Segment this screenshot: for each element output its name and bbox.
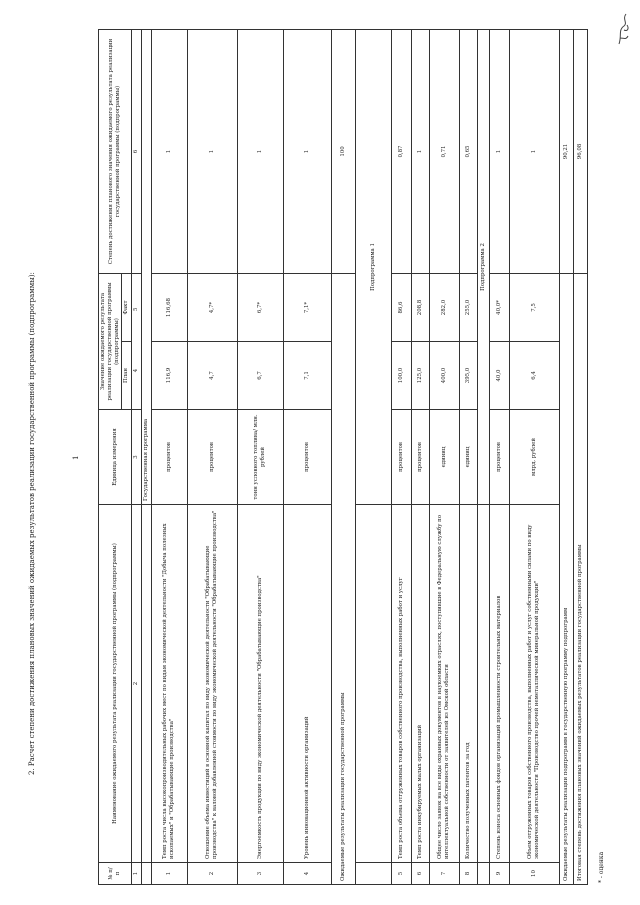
row-plan: 6,7 xyxy=(237,342,283,410)
row-plan: 395,0 xyxy=(459,342,477,410)
row-unit: единиц xyxy=(459,410,477,505)
row-num: 1 xyxy=(151,863,187,885)
header-plan: План xyxy=(122,342,132,410)
row-num: 6 xyxy=(411,863,429,885)
row-name: Отношение объема инвестиций в основной капитал по виду экономической деятельности "Обрабатывающие производства" к валовой добавленной стоимости по виду экономической деятельности "Обрабатывающие производства" xyxy=(187,505,237,863)
row-degree: 0,71 xyxy=(429,30,459,274)
row-degree: 1 xyxy=(283,30,331,274)
row-name: Темп роста инкубируемых малых организаций xyxy=(411,505,429,863)
row-name: Уровень инновационной активности организаций xyxy=(283,505,331,863)
header-fact: Факт xyxy=(122,274,132,342)
row-name: Темп роста числа высокопроизводительных рабочих мест по видам экономической деятельности "Добыча полезных ископаемых" и "Обрабатывающие производства" xyxy=(151,505,187,863)
row-degree: 1 xyxy=(509,30,559,274)
section-sp2-label: Подпрограмма 2 xyxy=(477,30,489,505)
row-degree: 1 xyxy=(411,30,429,274)
section-gp-label: Государственная программа xyxy=(141,30,151,505)
row-plan: 40,0 xyxy=(489,342,509,410)
summary-value: 96,08 xyxy=(573,30,587,274)
row-degree: 1 xyxy=(187,30,237,274)
row-fact: 7,5 xyxy=(509,274,559,342)
row-fact: 116,68 xyxy=(151,274,187,342)
column-number: 2 xyxy=(132,505,142,863)
row-fact: 4,7* xyxy=(187,274,237,342)
row-fact: 208,8 xyxy=(411,274,429,342)
row-degree: 1 xyxy=(151,30,187,274)
row-name: Энергоемкость продукции по виду экономической деятельности "Обрабатывающие производства" xyxy=(237,505,283,863)
column-number-fact: 5 xyxy=(133,307,139,311)
row-unit: процентов xyxy=(411,410,429,505)
row-plan: 100,0 xyxy=(391,342,411,410)
gp-total-row xyxy=(331,30,355,885)
row-plan: 125,0 xyxy=(411,342,429,410)
row-unit: процентов xyxy=(489,410,509,505)
summary-label: Итоговая степень достижения плановых значений ожидаемых результатов реализации государственной программы xyxy=(573,274,587,885)
header-name: Наименование ожидаемого результата реализации государственной программы (подпрограммы) xyxy=(99,505,132,863)
row-fact: 40,0* xyxy=(489,274,509,342)
row-num: 3 xyxy=(237,863,283,885)
row-num: 2 xyxy=(187,863,237,885)
table-row xyxy=(429,30,459,885)
row-name: Общее число заявок на все виды охранных документов в наукоемких отраслях, поступившие в Федеральную службу по интеллектуальной собственности от заявителей из Омской области xyxy=(429,505,459,863)
row-plan: 116,9 xyxy=(151,342,187,410)
row-name: Количество полученных патентов за год xyxy=(459,505,477,863)
row-degree: 1 xyxy=(237,30,283,274)
row-unit: процентов xyxy=(151,410,187,505)
row-plan: 400,0 xyxy=(429,342,459,410)
row-num: 7 xyxy=(429,863,459,885)
column-number: 6 xyxy=(132,30,142,274)
row-fact: 255,0 xyxy=(459,274,477,342)
row-fact: 7,1* xyxy=(283,274,331,342)
table-row xyxy=(489,30,509,885)
row-plan: 7,1 xyxy=(283,342,331,410)
row-num: 4 xyxy=(283,863,331,885)
row-unit: млрд. рублей xyxy=(509,410,559,505)
header-value-group: Значение ожидаемого результата реализации государственной программы (подпрограммы) xyxy=(99,274,122,410)
row-unit: процентов xyxy=(391,410,411,505)
section-sp1-label: Подпрограмма 1 xyxy=(355,30,391,505)
header-unit: Единица измерения xyxy=(99,410,132,505)
row-degree: 1 xyxy=(489,30,509,274)
row-fact: 86,6 xyxy=(391,274,411,342)
row-fact: 6,7* xyxy=(237,274,283,342)
row-unit: процентов xyxy=(187,410,237,505)
row-name: Степень износа основных фондов организаций промышленности строительных материалов xyxy=(489,505,509,863)
row-plan: 4,7 xyxy=(187,342,237,410)
row-num: 9 xyxy=(489,863,509,885)
column-number: 3 xyxy=(132,410,142,505)
gp-total-value: 100 xyxy=(331,30,355,274)
table-row xyxy=(151,30,187,885)
table-row xyxy=(459,30,477,885)
table-row xyxy=(411,30,429,885)
header-num: № п/п xyxy=(99,863,132,885)
footnote: * - оценка xyxy=(598,851,605,883)
row-degree: 0,65 xyxy=(459,30,477,274)
row-num: 8 xyxy=(459,863,477,885)
table-row xyxy=(187,30,237,885)
row-plan: 6,4 xyxy=(509,342,559,410)
row-unit: процентов xyxy=(283,410,331,505)
handwritten-signature-icon xyxy=(616,10,632,46)
results-table xyxy=(98,29,588,885)
column-number: 1 xyxy=(132,863,142,885)
page-number: 1 xyxy=(72,455,80,460)
table-row xyxy=(237,30,283,885)
table-row xyxy=(391,30,411,885)
row-num: 10 xyxy=(509,863,559,885)
summary-value: 90,21 xyxy=(559,30,573,274)
row-num: 5 xyxy=(391,863,411,885)
row-unit: единиц xyxy=(429,410,459,505)
summary-label: Ожидаемые результаты реализации подпрограмм в государственную программу подпрограмм xyxy=(559,274,573,885)
table-row xyxy=(283,30,331,885)
gp-total-label: Ожидаемые результаты реализации государственной программы xyxy=(331,274,355,885)
column-number xyxy=(132,274,142,410)
row-unit: тонн условного топлива/ млн. рублей xyxy=(237,410,283,505)
table-row xyxy=(509,30,559,885)
row-degree: 0,87 xyxy=(391,30,411,274)
section-heading: 2. Расчет степени достижения плановых значений ожидаемых результатов реализации государственной программы (подпрограммы): xyxy=(28,272,36,775)
column-number-plan: 4 xyxy=(133,368,139,373)
summary-row xyxy=(573,30,587,885)
header-degree: Степень достижения планового значения ожидаемого результата реализации государственной программы (подпрограммы) xyxy=(99,30,132,274)
row-name: Объем отгруженных товаров собственного производства, выполненных работ и услуг собственными силами по виду экономической деятельности "Производство прочей неметаллической минеральной продукции" xyxy=(509,505,559,863)
rotated-page-content xyxy=(20,25,620,885)
summary-row xyxy=(559,30,573,885)
row-name: Темп роста объема отгруженных товаров собственного производства, выполненных работ и услуг xyxy=(391,505,411,863)
row-fact: 282,0 xyxy=(429,274,459,342)
